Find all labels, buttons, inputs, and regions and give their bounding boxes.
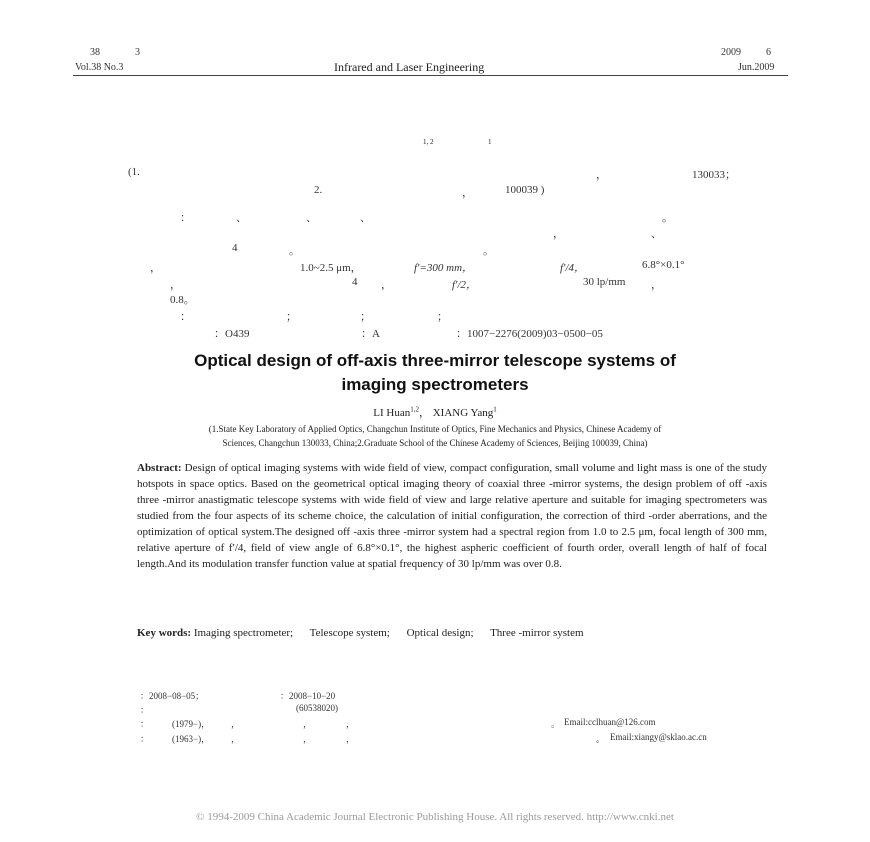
cn-affil-2-sep: ，	[462, 187, 473, 199]
keywords-label: Key words:	[137, 627, 192, 639]
author-name: XIANG Yang	[432, 407, 494, 419]
cn-abstract-mark: 、	[236, 212, 247, 224]
footnote-bio-mark: 。	[596, 734, 606, 744]
footnote-bio-year: (1963−)，	[172, 734, 211, 744]
abstract-label: Abstract:	[137, 462, 182, 474]
footnote-bio-colon: ：	[140, 734, 150, 744]
cn-abstract-mark: ，	[381, 279, 392, 291]
paper-title	[0, 349, 870, 397]
cn-author-sup-2: 1	[488, 138, 492, 146]
abstract	[137, 460, 767, 572]
cn-keywords-sep: ；	[286, 311, 297, 323]
footnote-bio-mark: ，	[231, 734, 241, 744]
header-issue-cn: 3	[135, 47, 140, 58]
cn-abstract-focal-length: f′=300 mm，	[414, 262, 474, 274]
paper-title-line-1: Optical design of off-axis three-mirror telescope systems of	[194, 351, 676, 370]
cn-abstract-mark: 、	[306, 212, 317, 224]
footnote-bio-mark: ，	[303, 719, 313, 729]
footnote-bio-year: (1979−)，	[172, 719, 211, 729]
cn-author-sup-1: 1, 2	[423, 138, 434, 146]
cn-keywords-colon: ：	[180, 311, 191, 323]
footnote-bio-email: Email:cclhuan@126.com	[564, 717, 656, 727]
footnote-bio-email: Email:xiangy@sklao.ac.cn	[610, 732, 707, 742]
footnote-bio-mark: ，	[231, 719, 241, 729]
cn-abstract-number: 4	[232, 242, 238, 254]
header-volume-en: Vol.38 No.3	[75, 62, 124, 73]
affiliation-line-2: Sciences, Changchun 130033, China;2.Graduate School of the Chinese Academy of Sciences, Beijing 100039, China)	[222, 438, 648, 448]
cn-affil-2-code: 100039 )	[505, 184, 545, 196]
cn-abstract-mark: ，	[150, 262, 161, 274]
keyword-item: Imaging spectrometer;	[193, 627, 294, 639]
cn-abstract-mark: 、	[651, 228, 662, 240]
author-affil-sup: 1	[493, 405, 497, 414]
cn-keywords-sep: ；	[437, 311, 448, 323]
keyword-item: Optical design;	[406, 627, 474, 639]
footnote-bio-mark: ，	[346, 734, 356, 744]
header-month-cn: 6	[766, 47, 771, 58]
abstract-text: Design of optical imaging systems with wide field of view, compact configuration, small volume and light mass is one of the study hotspots in space optics. Based on the geometrical optical imaging theory of coaxial three -mirror systems, the design problem of off -axis three -mirror anastigmatic telescope systems with wide field of view and large relative aperture and suitable for imaging spectrometers was studied from the four aspects of its scheme choice, the calculation of initial configuration, the correction of third -order aberrations, and the optimization of optical system.The designed off -axis three -mirror system had a spectral region from 1.0 to 2.5 μm, focal length of 300 mm, relative aperture of f′/4, field of view angle of 6.8°×0.1°, the highest aspheric coefficient of fourth order, overall length of half of focal length.And its modulation transfer function value at spatial frequency of 30 lp/mm was over 0.8.	[137, 462, 767, 570]
cn-article-number: ：1007−2276(2009)03−0500−05	[456, 328, 603, 340]
cn-classification-number: ：O439	[214, 328, 250, 340]
author-separator: ，	[418, 407, 430, 419]
affiliation-block	[0, 422, 870, 450]
header-journal-name: Infrared and Laser Engineering	[334, 60, 485, 74]
cn-abstract-mark: ，	[170, 279, 181, 291]
keywords	[137, 627, 598, 639]
footnote-fund-number: (60538020)	[296, 703, 338, 713]
cn-affil-1-code: 130033；	[692, 169, 736, 181]
header-volume-cn: 38	[90, 47, 100, 58]
cn-affil-1-sep: ，	[596, 169, 607, 181]
cn-abstract-half-focal: f′/2，	[452, 279, 478, 291]
keyword-item: Telescope system;	[309, 627, 390, 639]
footnote-received-date: ：2008−08−05；	[140, 691, 205, 701]
cn-abstract-mark: 。	[289, 245, 300, 257]
keyword-item: Three -mirror system	[490, 627, 584, 639]
header-year-cn: 2009	[721, 47, 741, 58]
footnote-fund-colon: ：	[140, 705, 150, 715]
cn-affil-2-num: 2.	[314, 184, 323, 196]
cn-abstract-mark: ，	[553, 228, 564, 240]
cn-abstract-mtf: 0.8。	[170, 294, 195, 306]
footnote-bio-colon: ：	[140, 719, 150, 729]
footnote-revised-date: ：2008−10−20	[280, 691, 336, 701]
author-list	[0, 404, 870, 420]
cn-document-code: ：A	[361, 328, 380, 340]
cn-abstract-colon: ：	[180, 212, 191, 224]
footnote-bio-mark: ，	[346, 719, 356, 729]
footnote-bio-mark: ，	[303, 734, 313, 744]
author-affil-sup: 1,2	[410, 405, 419, 414]
cn-abstract-spectral-range: 1.0~2.5 μm，	[300, 262, 362, 274]
cn-abstract-mark: 。	[662, 212, 673, 224]
cn-affil-1-num: (1.	[128, 166, 140, 178]
cn-keywords-sep: ；	[360, 311, 371, 323]
cn-abstract-aperture: f′/4，	[560, 262, 586, 274]
cn-abstract-mark: 。	[483, 245, 494, 257]
header-date-en: Jun.2009	[738, 62, 775, 73]
cn-abstract-frequency: 30 lp/mm	[583, 276, 626, 288]
header-rule	[73, 75, 788, 76]
author-name: LI Huan	[373, 407, 411, 419]
affiliation-line-1: (1.State Key Laboratory of Applied Optics, Changchun Institute of Optics, Fine Mechanics and Physics, Chinese Academy of	[208, 424, 662, 434]
paper-title-line-2: imaging spectrometers	[341, 375, 529, 394]
cn-abstract-number: 4	[352, 276, 358, 288]
cn-abstract-mark: ，	[651, 279, 662, 291]
cn-abstract-mark: 、	[360, 212, 371, 224]
cn-abstract-fov: 6.8°×0.1°	[642, 259, 685, 271]
footnote-bio-mark: 。	[551, 719, 561, 729]
copyright-notice: © 1994-2009 China Academic Journal Electronic Publishing House. All rights reserved. http://www.cnki.net	[196, 811, 674, 823]
